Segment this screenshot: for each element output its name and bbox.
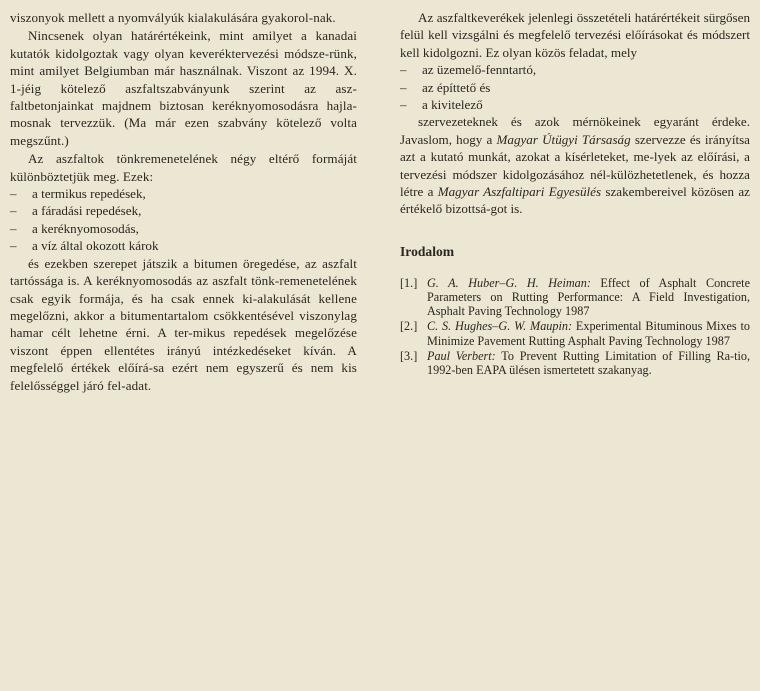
list-item <box>400 61 750 78</box>
reference-number: [3.] <box>400 348 418 363</box>
reference-body <box>427 349 750 377</box>
list-item <box>10 202 357 219</box>
paragraph: viszonyok mellett a nyomvályúk kialakulására gyakorol-nak. <box>10 10 336 25</box>
references-heading: Irodalom <box>400 243 455 259</box>
list-item-text: a fáradási repedések, <box>32 203 142 219</box>
list-item-text: a keréknyomosodás, <box>32 220 139 236</box>
reference-body <box>427 276 750 319</box>
reference-number: [1.] <box>400 275 418 290</box>
left-column <box>10 0 357 394</box>
list-item <box>10 237 357 254</box>
failure-forms-list <box>10 185 357 255</box>
paragraph <box>400 113 750 217</box>
organization-name: Magyar Útügyi Társaság <box>496 131 631 147</box>
organization-name: Magyar Aszfaltipari Egyesülés <box>437 184 602 200</box>
reference-text: Experimental Bituminous Mixes to Minimize Pavement Rutting Asphalt Paving Technology 1987 <box>427 319 750 348</box>
reference-authors: Paul Verbert: <box>427 348 496 363</box>
reference-item <box>400 276 750 319</box>
reference-item <box>400 349 750 377</box>
list-item-text: a víz által okozott károk <box>32 238 159 254</box>
list-item-text: az építtető és <box>422 79 491 95</box>
dash-marker: – <box>10 220 17 236</box>
references-list <box>400 276 750 377</box>
dash-marker: – <box>400 62 407 78</box>
list-item <box>400 79 750 96</box>
reference-text: Effect of Asphalt Concrete Parameters on Rutting Performance: A Field Investigation, Asphalt Paving Technology 1987 <box>427 275 750 319</box>
dash-marker: – <box>10 186 17 202</box>
list-item-text: a termikus repedések, <box>32 186 146 202</box>
reference-body <box>427 319 750 347</box>
dash-marker: – <box>10 238 17 254</box>
right-column <box>400 0 750 378</box>
dash-marker: – <box>10 203 17 219</box>
list-item-text: az üzemelő-fenntartó, <box>422 62 537 78</box>
list-item-text: a kivitelező <box>422 97 483 113</box>
paragraph: Nincsenek olyan határértékeink, mint amilyet a kanadai kutatók kidolgoztak vagy olyan keveréktervezési módsze-rünk, mint amilyet Belgiumban már használnak. Viszont az 1994. X. 1-jéig kötelező aszfaltszabványunk szerint az asz-faltbetonjainkat majdnem biztosan keréknyomosodásra hajla-mosnak tervezzük. (Ma már ezen szabvány kötelező volta megszűnt.) <box>10 28 357 148</box>
reference-number: [2.] <box>400 319 418 334</box>
text-span: szervezze és irányítsa azt a kutató munkát, azokat a kísérleteket, me-lyek az előírási, a tervezési módszer kidolgozásához nél-külözhetetlenek, és hozza létre a <box>400 131 750 200</box>
list-item <box>400 96 750 113</box>
paragraph: Az aszfaltok tönkremenetelének négy eltérő formáját különböztetjük meg. Ezek: <box>10 151 357 184</box>
stakeholder-list <box>400 61 750 113</box>
reference-authors: C. S. Hughes–G. W. Maupin: <box>427 319 573 334</box>
text-span: szervezeteknek és azok mérnökeinek egyaránt érdeke. Javaslom, hogy a <box>400 114 750 147</box>
reference-text: To Prevent Rutting Limitation of Filling Ra-tio, 1992-ben EAPA ülésen ismertetett szakanyag. <box>427 348 750 378</box>
list-item <box>10 220 357 237</box>
paragraph: Az aszfaltkeverékek jelenlegi összetételi határértékeit sürgősen felül kell vizsgálni és megfelelő tervezési előírásokat és módszert kell kidolgozni. Ez olyan közös feladat, mely <box>400 10 750 60</box>
dash-marker: – <box>400 79 407 95</box>
text-span: szakembereivel közösen az értékelő bizottsá-got is. <box>400 184 750 217</box>
reference-authors: G. A. Huber–G. H. Heiman: <box>427 275 591 290</box>
list-item <box>10 185 357 202</box>
reference-item <box>400 319 750 347</box>
paragraph: és ezekben szerepet játszik a bitumen öregedése, az aszfalt tartóssága is. A keréknyomosodás az aszfalt tönk-remenetelének csak egyik formája, és ha csak ennek ki-alakulását kellene megelőzni, akkor a bitumentartalom csökkentésével viszonylag hamar célt lehetne érni. A ter-mikus repedések megelőzése viszont éppen ellentétes irányú intézkedéseket kíván. A megfelelő értékek előírá-sa ezért nem egyszerű és nem kis felelősséggel járó fel-adat. <box>10 255 357 393</box>
dash-marker: – <box>400 97 407 113</box>
